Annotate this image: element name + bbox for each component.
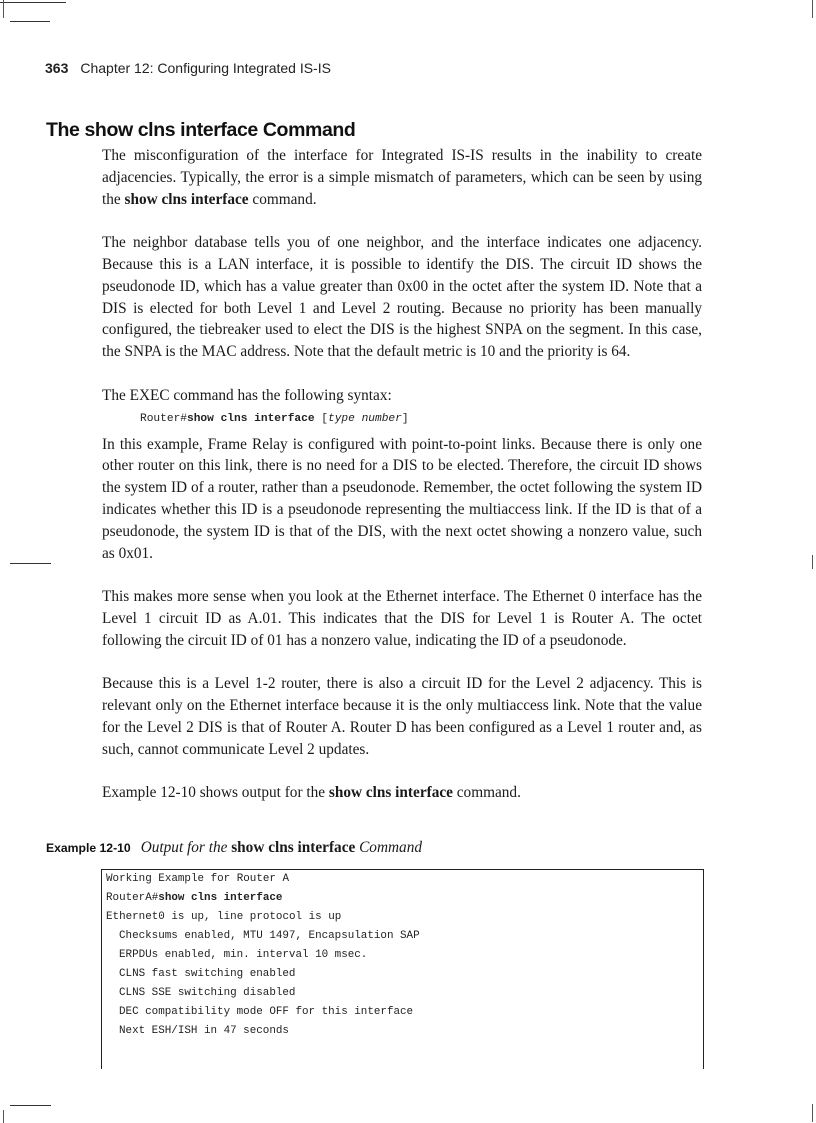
- paragraph-2: The neighbor database tells you of one neighbor, and the interface indicates one adjacency. Because this is a LAN interface, it is possible to identify the DIS. The circuit ID shows the pseudonode ID, which has a value greater than 0x00 in the octet after the system ID. Note that a DIS is elected for both Level 1 and Level 2 routing. Because no priority has been manually configured, the tiebreaker used to elect the DIS is the highest SNPA on the segment. In this case, the SNPA is the MAC address. Note that the default metric is 10 and the priority is 64.: [102, 234, 702, 361]
- syntax-args: type number: [328, 412, 402, 425]
- section-title: The show clns interface Command: [46, 119, 356, 141]
- paragraph-7-command: show clns interface: [328, 784, 453, 802]
- syntax-command: show clns interface: [187, 412, 315, 425]
- page-number: 363: [45, 60, 69, 76]
- code-line-5: ERPDUs enabled, min. interval 10 msec.: [119, 949, 368, 961]
- crop-mark-top-left-vertical: [3, 0, 4, 18]
- crop-mark-top-left-1: [0, 2, 66, 3]
- paragraph-1-tail: command.: [248, 190, 317, 208]
- syntax-close-bracket: ]: [401, 412, 409, 425]
- paragraph-7: [102, 782, 702, 804]
- code-line-2: [106, 890, 703, 909]
- paragraph-4: In this example, Frame Relay is configured with point-to-point links. Because there is only one other router on this link, there is no need for a DIS to be elected. Therefore, the circuit ID shows the system ID of a router, rather than a pseudonode. Remember, the octet following the system ID indicates whether this ID is a pseudonode representing the multiaccess link. If the ID is that of a pseudonode, the system ID is that of the DIS, with the next octet showing a nonzero value, such as 0x01.: [102, 435, 702, 562]
- paragraph-1-command: show clns interface: [124, 190, 249, 208]
- crop-mark-bottom-left-vertical: [3, 1110, 4, 1123]
- chapter-title: Chapter 12: Configuring Integrated IS-IS: [80, 60, 331, 76]
- body-text: [102, 145, 702, 804]
- code-line-3: Ethernet0 is up, line protocol is up: [106, 911, 342, 923]
- crop-mark-top-left-2: [10, 21, 50, 22]
- paragraph-7-text: Example 12-10 shows output for the: [102, 784, 329, 802]
- crop-mark-bottom-right: [812, 1104, 813, 1122]
- code-prompt: RouterA#: [106, 892, 159, 904]
- code-line-4: Checksums enabled, MTU 1497, Encapsulation SAP: [119, 930, 420, 942]
- syntax-open-bracket: [: [314, 412, 328, 425]
- code-line-1: Working Example for Router A: [106, 873, 289, 885]
- code-line-9: Next ESH/ISH in 47 seconds: [119, 1025, 289, 1037]
- code-command: show clns interface: [158, 892, 283, 904]
- crop-mark-middle-right: [812, 555, 813, 569]
- syntax-prompt: Router#: [140, 412, 187, 425]
- paragraph-6: Because this is a Level 1-2 router, there is also a circuit ID for the Level 2 adjacency. This is relevant only on the Ethernet interface because it is the only multiaccess link. Note that the value for the Level 2 DIS is that of Router A. Router D has been configured as a Level 1 router and, as such, cannot communicate Level 2 updates.: [102, 675, 702, 758]
- command-syntax: [140, 407, 702, 427]
- paragraph-5: This makes more sense when you look at the Ethernet interface. The Ethernet 0 interface has the Level 1 circuit ID as A.01. This indicates that the DIS for Level 1 is Router A. The octet following the circuit ID of 01 has a nonzero value, indicating the ID of a pseudonode.: [102, 588, 702, 649]
- example-caption-pre: Output for the: [140, 839, 228, 856]
- paragraph-7-tail: command.: [452, 784, 521, 802]
- code-line-6: CLNS fast switching enabled: [119, 968, 296, 980]
- paragraph-1: [102, 145, 702, 210]
- example-caption-command: show clns interface: [231, 839, 356, 856]
- paragraph-1-text: The misconfiguration of the interface for Integrated IS-IS results in the inability to create adjacencies. Typically, the error is a simple mismatch of parameters, which can be seen by using the: [102, 147, 702, 208]
- example-label: Example 12-10: [46, 841, 131, 855]
- example-caption: [46, 839, 422, 857]
- code-listing: [101, 869, 704, 1069]
- code-line-8: DEC compatibility mode OFF for this interface: [119, 1006, 414, 1018]
- crop-mark-middle-left: [10, 563, 51, 564]
- example-caption-post: Command: [359, 839, 422, 856]
- code-line-7: CLNS SSE switching disabled: [119, 987, 296, 999]
- paragraph-3: The EXEC command has the following syntax:: [102, 386, 392, 404]
- crop-mark-bottom-left: [10, 1105, 51, 1106]
- crop-mark-top-right: [812, 0, 813, 18]
- running-head: [45, 60, 331, 76]
